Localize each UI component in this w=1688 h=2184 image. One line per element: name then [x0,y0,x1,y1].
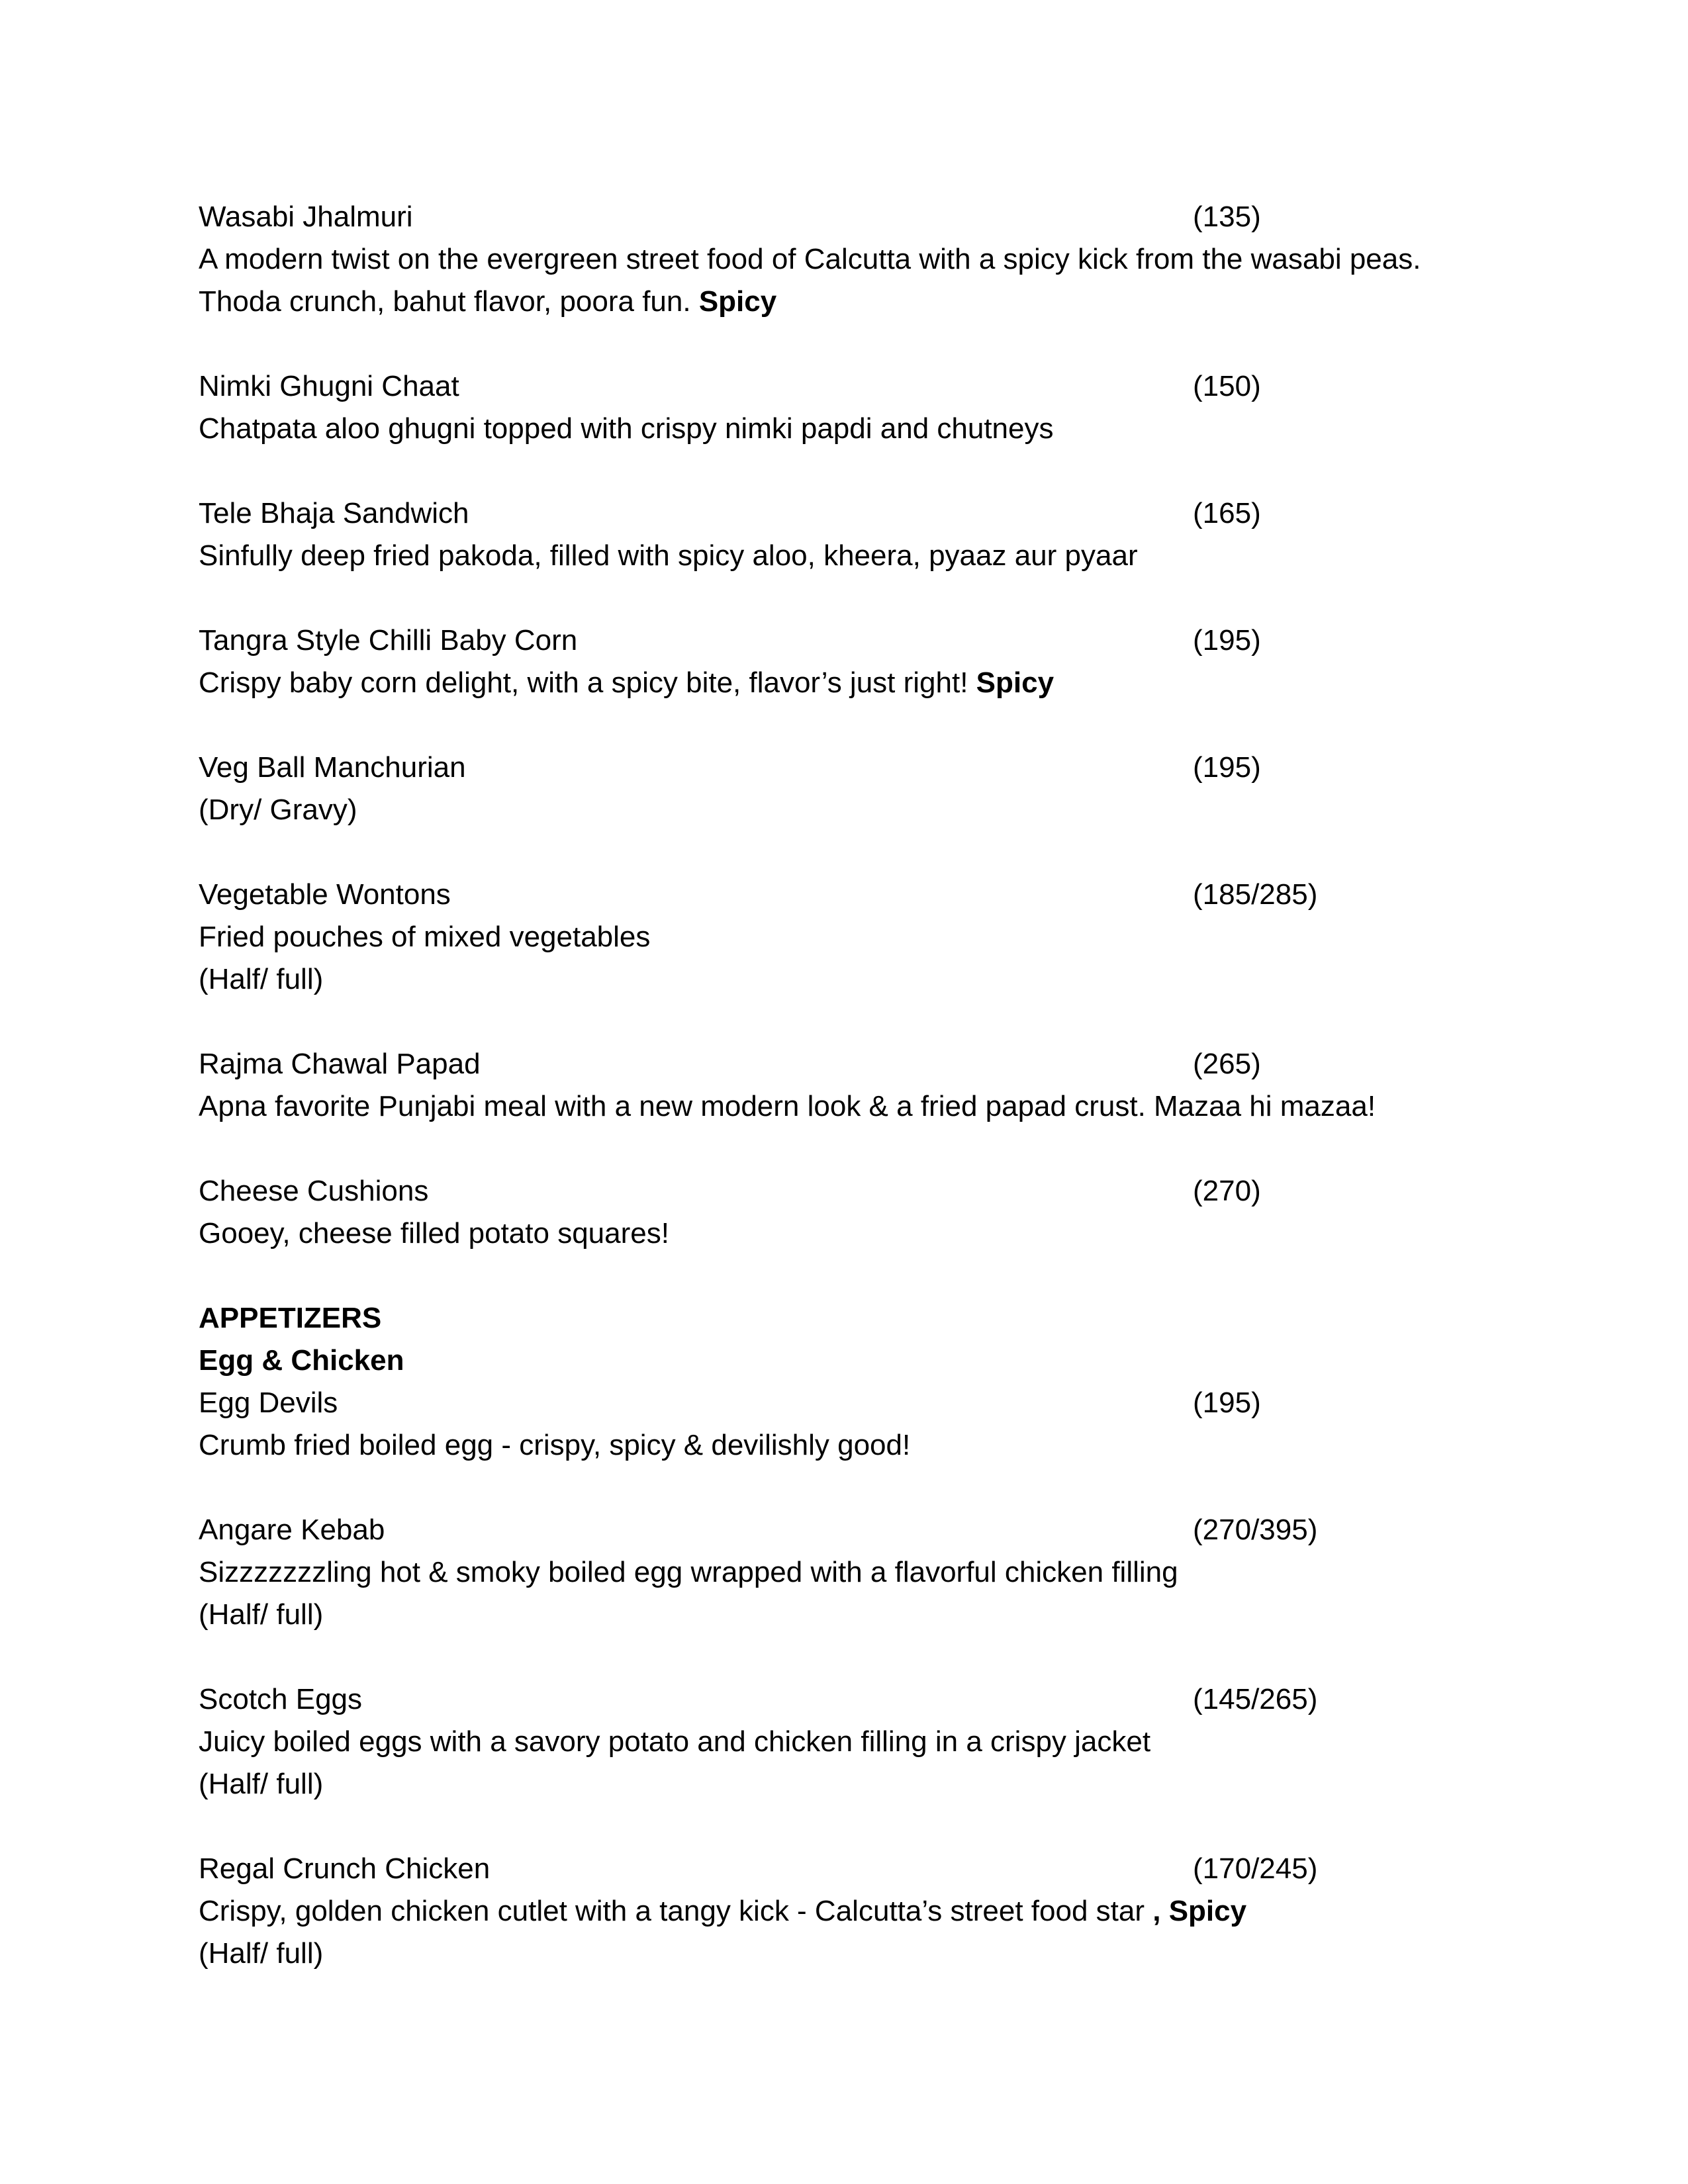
menu-item-description: Fried pouches of mixed vegetables [199,921,651,953]
menu-item-description: Apna favorite Punjabi meal with a new modern look & a fried papad crust. Mazaa hi mazaa! [199,1090,1376,1122]
menu-item-title-row [199,1678,1523,1721]
menu-item-price: (195) [1193,1387,1261,1419]
menu-item-description [199,1890,1523,1933]
menu-item-price: (265) [1193,1048,1261,1080]
menu-item-title-row [199,747,1523,789]
menu-item-title-row [199,874,1523,916]
menu-item-name: Regal Crunch Chicken [199,1852,491,1885]
spacer [199,1467,1523,1509]
menu-item-title-row [199,1043,1523,1085]
menu-item-price: (185/285) [1193,878,1318,911]
menu-item-description-text: Thoda crunch, bahut flavor, poora fun. [199,285,699,318]
menu-item-name: Cheese Cushions [199,1175,429,1207]
menu-item-price: (195) [1193,751,1261,784]
section-subtitle: Egg & Chicken [199,1344,404,1377]
menu-item-description [199,662,1523,704]
menu-item-price: (145/265) [1193,1683,1318,1715]
menu-item-price: (195) [1193,624,1261,657]
spacer [199,323,1523,365]
menu-item-price: (165) [1193,497,1261,529]
menu-item-title-row [199,1509,1523,1551]
menu-item-description: Gooey, cheese filled potato squares! [199,1217,669,1250]
spacer [199,450,1523,492]
menu-item-portion: (Half/ full) [199,963,324,995]
menu-item-portion: (Half/ full) [199,1937,324,1970]
menu-item-name: Tele Bhaja Sandwich [199,497,469,529]
menu-item-description [199,281,1523,323]
menu-item-name: Egg Devils [199,1387,338,1419]
menu-item-description: Sinfully deep fried pakoda, filled with spicy aloo, kheera, pyaaz aur pyaar [199,539,1138,572]
menu-item-description-text: Crispy baby corn delight, with a spicy bite, flavor’s just right! [199,666,976,699]
spacer [199,577,1523,619]
menu-item-description: Sizzzzzzzling hot & smoky boiled egg wrapped with a flavorful chicken filling [199,1556,1178,1588]
menu-item-price: (270/395) [1193,1514,1318,1546]
menu-item-name: Nimki Ghugni Chaat [199,370,459,402]
menu-item-title-row [199,365,1523,408]
menu-item-portion: (Half/ full) [199,1768,324,1800]
menu-item-price: (150) [1193,370,1261,402]
spacer [199,1636,1523,1678]
menu-item-description: A modern twist on the evergreen street food of Calcutta with a spicy kick from the wasabi peas. [199,243,1421,275]
menu-page [199,196,1523,1975]
menu-item-price: (270) [1193,1175,1261,1207]
spicy-tag: Spicy [976,666,1055,699]
menu-item-title-row [199,1848,1523,1890]
spacer [199,1128,1523,1170]
menu-item-name: Angare Kebab [199,1514,385,1546]
menu-item-name: Rajma Chawal Papad [199,1048,481,1080]
section-title: APPETIZERS [199,1302,382,1334]
menu-item-price: (170/245) [1193,1852,1318,1885]
menu-item-description-text: Crispy, golden chicken cutlet with a tangy kick - Calcutta’s street food star [199,1895,1153,1927]
menu-item-name: Vegetable Wontons [199,878,451,911]
spicy-tag: Spicy [698,285,777,318]
menu-item-description: Chatpata aloo ghugni topped with crispy nimki papdi and chutneys [199,412,1054,445]
menu-item-description: (Dry/ Gravy) [199,794,357,826]
menu-item-name: Veg Ball Manchurian [199,751,466,784]
spacer [199,704,1523,747]
spacer [199,831,1523,874]
spicy-tag: , Spicy [1152,1895,1247,1927]
menu-item-name: Wasabi Jhalmuri [199,201,413,233]
spacer [199,1255,1523,1297]
menu-item-name: Scotch Eggs [199,1683,363,1715]
menu-item-description: Crumb fried boiled egg - crispy, spicy & devilishly good! [199,1429,911,1461]
menu-item-title-row [199,1382,1523,1424]
menu-item-description: Juicy boiled eggs with a savory potato and chicken filling in a crispy jacket [199,1725,1151,1758]
spacer [199,1001,1523,1043]
menu-item-price: (135) [1193,201,1261,233]
menu-item-title-row [199,1170,1523,1212]
spacer [199,1805,1523,1848]
menu-item-name: Tangra Style Chilli Baby Corn [199,624,578,657]
menu-item-title-row [199,492,1523,535]
menu-item-portion: (Half/ full) [199,1598,324,1631]
menu-item-title-row [199,619,1523,662]
menu-item-title-row [199,196,1523,238]
